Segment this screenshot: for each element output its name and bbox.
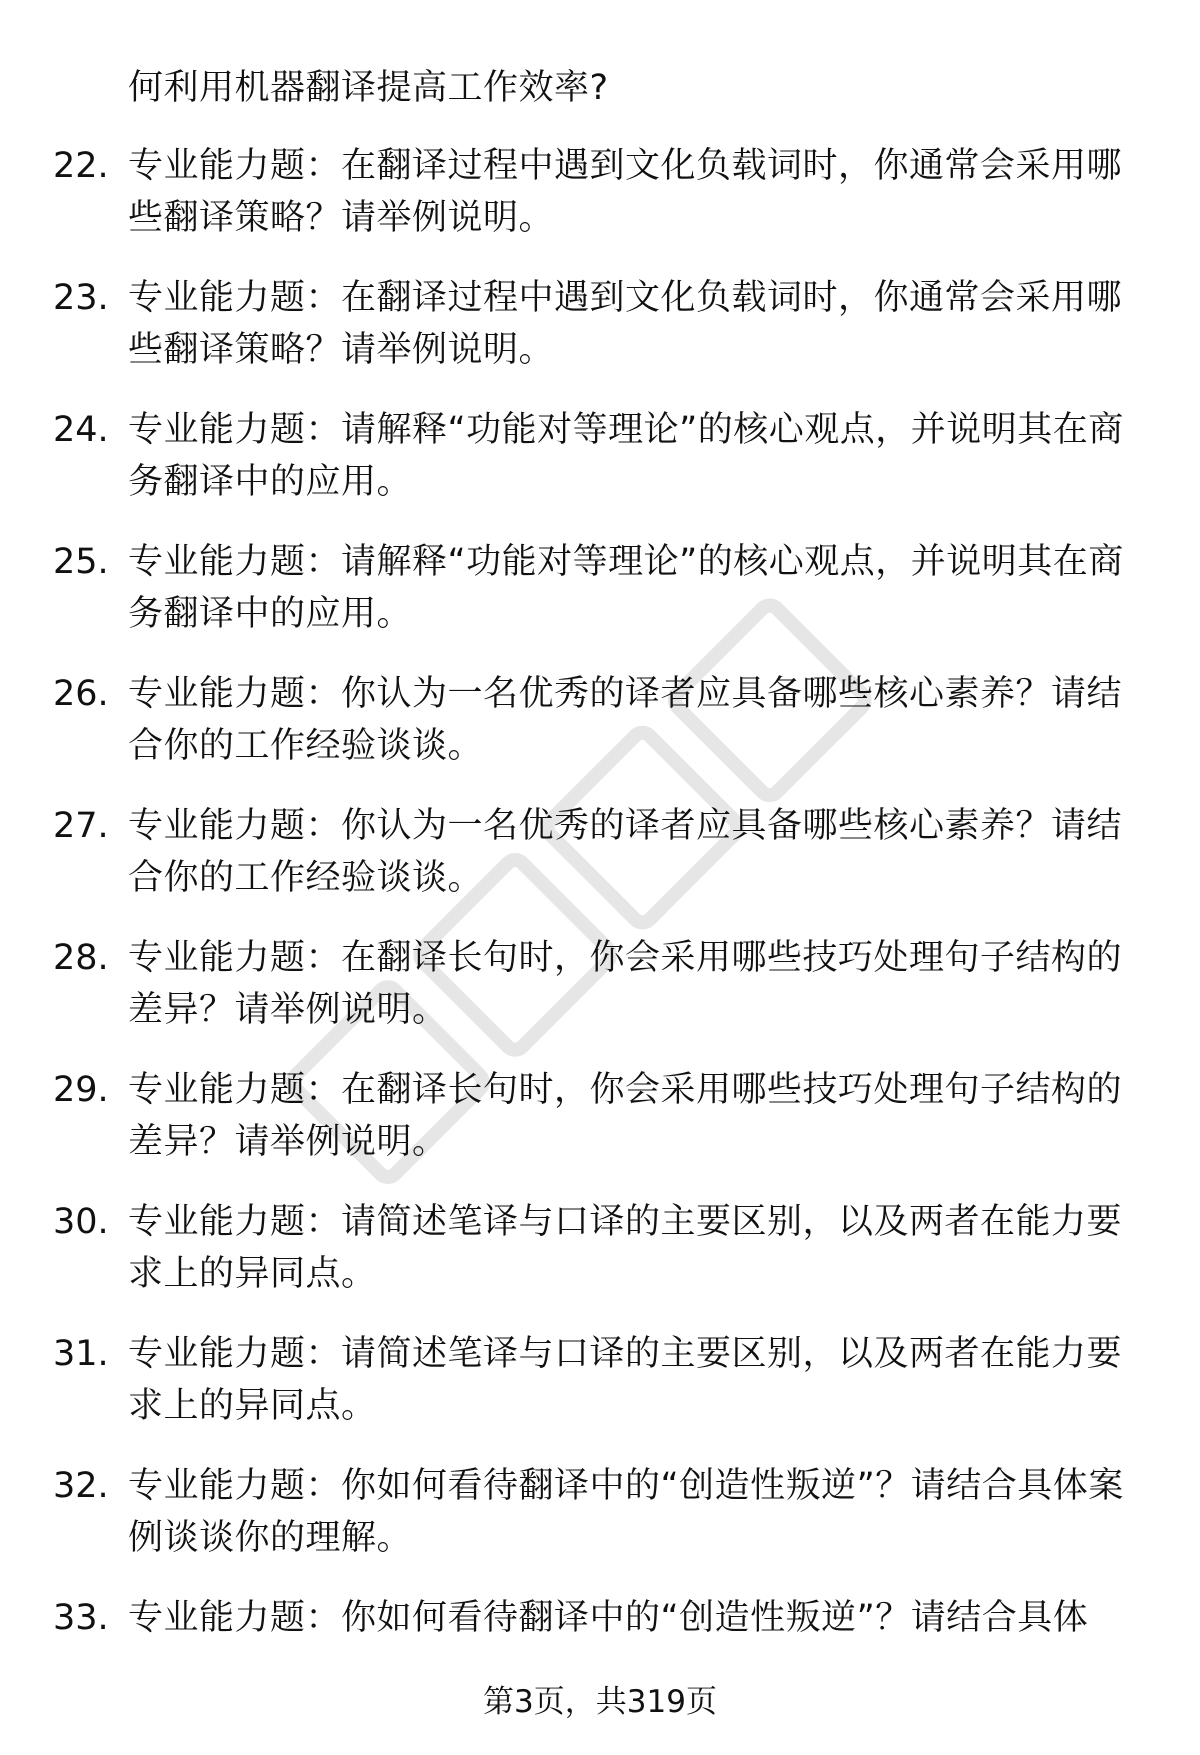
question-text: 专业能力题：在翻译长句时，你会采用哪些技巧处理句子结构的差异？请举例说明。 xyxy=(128,938,1123,1030)
question-number: 26. xyxy=(53,674,109,714)
question-item xyxy=(0,1460,1200,1592)
question-number: 33. xyxy=(53,1598,109,1638)
question-text: 专业能力题：在翻译过程中遇到文化负载词时，你通常会采用哪些翻译策略？请举例说明。 xyxy=(128,278,1123,370)
question-number: 29. xyxy=(53,1070,109,1110)
question-item xyxy=(0,404,1200,536)
question-text: 专业能力题：请简述笔译与口译的主要区别，以及两者在能力要求上的异同点。 xyxy=(128,1334,1123,1426)
question-item xyxy=(0,536,1200,668)
question-item xyxy=(0,800,1200,932)
question-text: 专业能力题：你认为一名优秀的译者应具备哪些核心素养？请结合你的工作经验谈谈。 xyxy=(128,806,1123,898)
question-text: 专业能力题：你如何看待翻译中的“创造性叛逆”？请结合具体案例谈谈你的理解。 xyxy=(128,1466,1124,1558)
question-item xyxy=(0,272,1200,404)
question-number: 31. xyxy=(53,1334,109,1374)
question-list xyxy=(0,140,1200,1724)
question-number: 23. xyxy=(53,278,109,318)
question-text: 专业能力题：请解释“功能对等理论”的核心观点，并说明其在商务翻译中的应用。 xyxy=(128,410,1124,502)
question-number: 25. xyxy=(53,542,109,582)
question-text: 专业能力题：在翻译长句时，你会采用哪些技巧处理句子结构的差异？请举例说明。 xyxy=(128,1070,1123,1162)
question-number: 27. xyxy=(53,806,109,846)
question-text: 专业能力题：你如何看待翻译中的“创造性叛逆”？请结合具体 xyxy=(128,1598,1089,1638)
question-item xyxy=(0,1196,1200,1328)
question-number: 24. xyxy=(53,410,109,450)
continuation-line: 何利用机器翻译提高工作效率? xyxy=(128,68,609,108)
question-text: 专业能力题：在翻译过程中遇到文化负载词时，你通常会采用哪些翻译策略？请举例说明。 xyxy=(128,146,1123,238)
question-number: 22. xyxy=(53,146,109,186)
question-number: 32. xyxy=(53,1466,109,1506)
question-item xyxy=(0,668,1200,800)
page-footer: 第3页，共319页 xyxy=(483,1684,717,1720)
question-item xyxy=(0,932,1200,1064)
question-text: 专业能力题：你认为一名优秀的译者应具备哪些核心素养？请结合你的工作经验谈谈。 xyxy=(128,674,1123,766)
question-number: 30. xyxy=(53,1202,109,1242)
question-number: 28. xyxy=(53,938,109,978)
question-text: 专业能力题：请简述笔译与口译的主要区别，以及两者在能力要求上的异同点。 xyxy=(128,1202,1123,1294)
question-text: 专业能力题：请解释“功能对等理论”的核心观点，并说明其在商务翻译中的应用。 xyxy=(128,542,1124,634)
question-item xyxy=(0,1328,1200,1460)
question-item xyxy=(0,140,1200,272)
question-item xyxy=(0,1064,1200,1196)
